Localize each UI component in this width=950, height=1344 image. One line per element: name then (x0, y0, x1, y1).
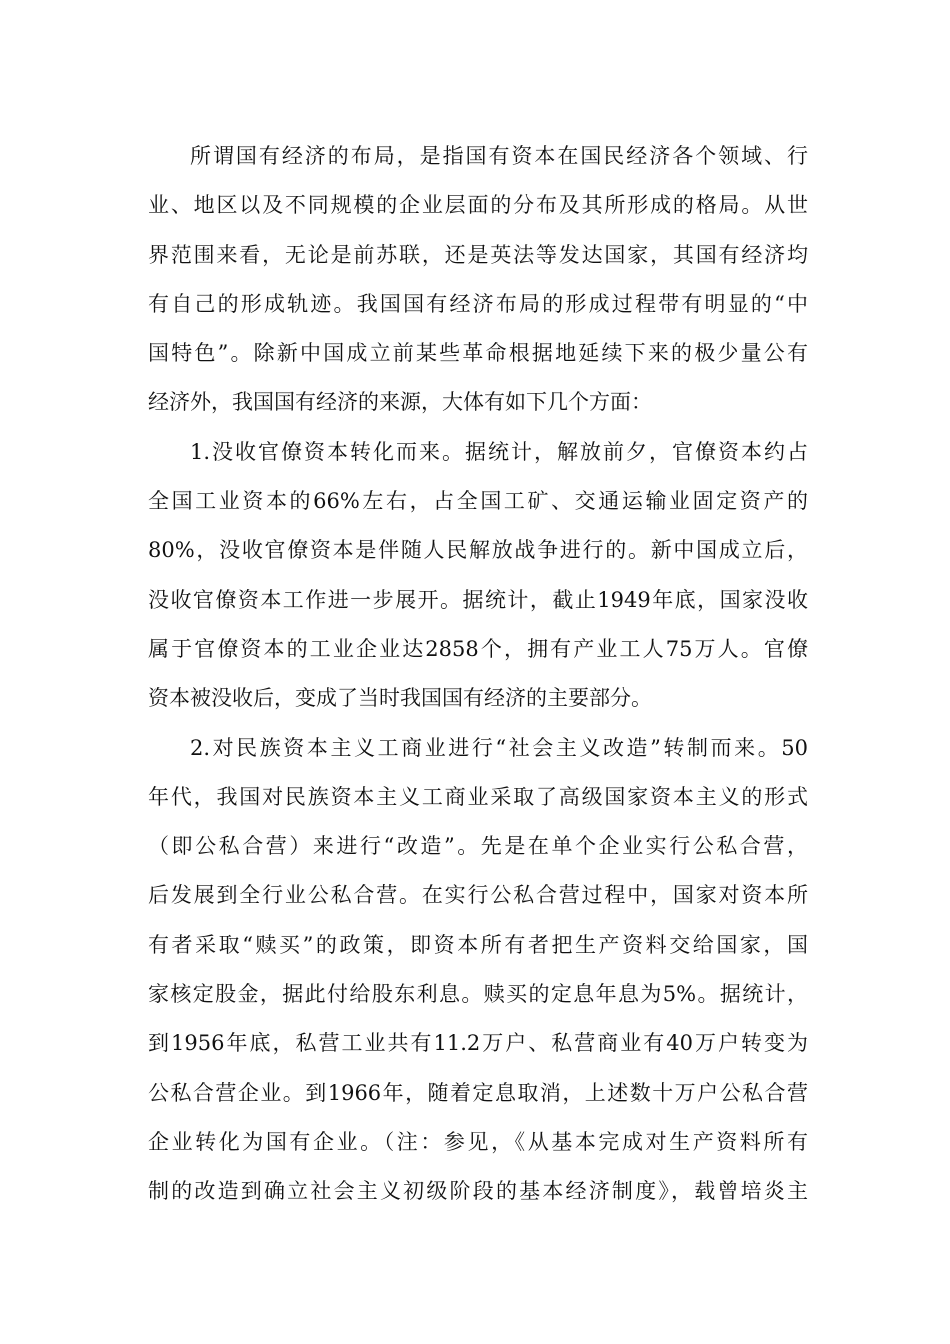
text-line: 1.没收官僚资本转化而来。据统计，解放前夕，官僚资本约占 (190, 439, 808, 464)
text-line: 业、地区以及不同规模的企业层面的分布及其所形成的格局。从世 (148, 193, 808, 218)
text-line: 有者采取“赎买”的政策，即资本所有者把生产资料交给国家，国 (148, 932, 808, 957)
text-line: 企业转化为国有企业。（注：参见，《从基本完成对生产资料所有 (148, 1129, 808, 1154)
text-line: 属于官僚资本的工业企业达2858个，拥有产业工人75万人。官僚 (148, 636, 808, 661)
text-line: 界范围来看，无论是前苏联，还是英法等发达国家，其国有经济均 (148, 242, 808, 267)
text-line: 2.对民族资本主义工商业进行“社会主义改造”转制而来。50 (190, 735, 808, 760)
text-line: 经济外，我国国有经济的来源，大体有如下几个方面： (148, 390, 652, 415)
body-text (148, 132, 808, 1217)
text-line: 没收官僚资本工作进一步展开。据统计，截止1949年底，国家没收 (148, 587, 808, 612)
text-line: （即公私合营）来进行“改造”。先是在单个企业实行公私合营， (148, 834, 808, 859)
text-line: 公私合营企业。到1966年，随着定息取消，上述数十万户公私合营 (148, 1080, 808, 1105)
text-line: 年代，我国对民族资本主义工商业采取了高级国家资本主义的形式 (148, 784, 808, 809)
text-line: 有自己的形成轨迹。我国国有经济布局的形成过程带有明显的“中 (148, 291, 808, 316)
text-line: 到1956年底，私营工业共有11.2万户、私营商业有40万户转变为 (148, 1031, 808, 1056)
text-line: 80%，没收官僚资本是伴随人民解放战争进行的。新中国成立后， (148, 538, 808, 563)
text-line: 所谓国有经济的布局，是指国有资本在国民经济各个领域、行 (190, 144, 808, 168)
text-line: 国特色”。除新中国成立前某些革命根据地延续下来的极少量公有 (148, 341, 808, 366)
text-line: 制的改造到确立社会主义初级阶段的基本经济制度》，载曾培炎主 (148, 1179, 808, 1204)
text-line: 资本被没收后，变成了当时我国国有经济的主要部分。 (148, 686, 652, 711)
text-line: 家核定股金，据此付给股东利息。赎买的定息年息为5%。据统计， (148, 982, 808, 1007)
text-line: 全国工业资本的66%左右，占全国工矿、交通运输业固定资产的 (148, 489, 808, 514)
text-line: 后发展到全行业公私合营。在实行公私合营过程中，国家对资本所 (148, 883, 808, 908)
